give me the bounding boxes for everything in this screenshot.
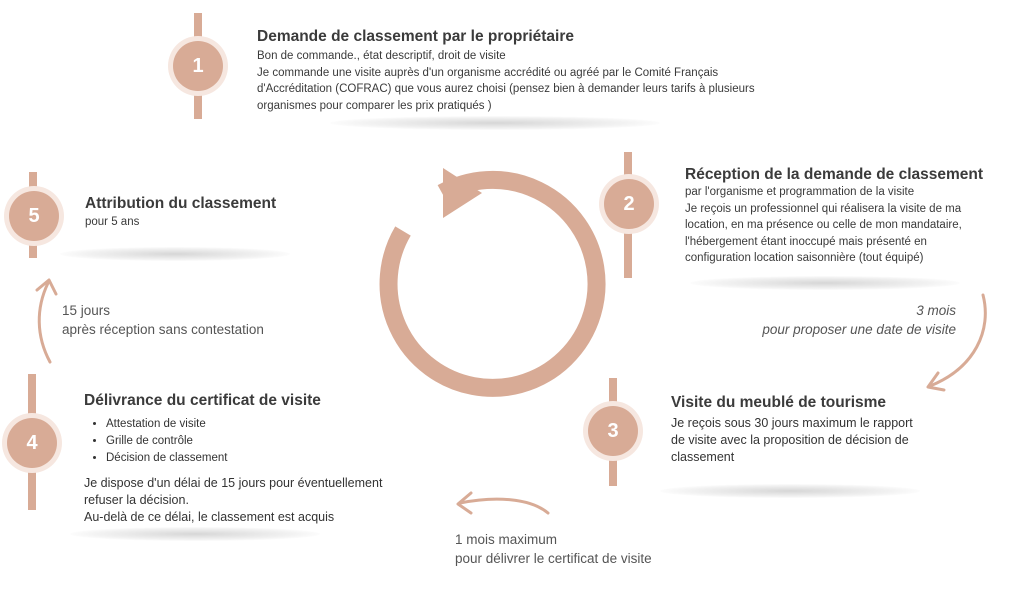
step-1-title: Demande de classement par le propriétaire (257, 28, 575, 45)
step-2-badge: 2 (604, 179, 654, 229)
step-3-shadow (660, 484, 920, 498)
list-item: • Grille de contrôle (106, 433, 227, 450)
step-5-badge: 5 (9, 191, 59, 241)
step-4-description: Je dispose d'un délai de 15 jours pour éventuellement refuser la décision. Au-delà de ce délai, le classement est acquis (84, 476, 383, 524)
step-1-shadow (330, 116, 660, 130)
step-2-shadow (690, 276, 960, 290)
step-1-description: Bon de commande., état descriptif, droit de visite Je commande une visite auprès d'un organisme accrédité ou agréé par le Comité Français d'Accréditation (COFRAC) que vous aurez choisi (pensez bien à demander leurs tarifs à plusieurs organismes pour comparer les prix pratiqués ) (257, 50, 755, 112)
step-2-title: Réception de la demande de classement (685, 166, 984, 183)
step-5-title: Attribution du classement (85, 195, 277, 212)
step-5-shadow (60, 247, 290, 261)
list-item: • Attestation de visite (106, 416, 227, 433)
transition-3-to-4-note: 1 mois maximum pour délivrer le certificat de visite (455, 532, 652, 566)
list-item: • Décision de classement (106, 450, 227, 467)
step-4-shadow (70, 527, 320, 541)
step-3-badge: 3 (588, 406, 638, 456)
arrow-4-to-5 (39, 283, 50, 362)
step-4-bullet-list (84, 416, 227, 467)
transition-4-to-5-note: 15 jours après réception sans contestation (62, 303, 264, 337)
step-2-description: par l'organisme et programmation de la visite Je reçois un professionnel qui réalisera la visite de ma location, en ma présence ou celle de mon mandataire, l'hébergement étant inoccupé mais présenté en configuration location saisonnière (tout équipé) (685, 186, 962, 264)
cycle-ring (389, 180, 597, 388)
transition-2-to-3-note: 3 mois pour proposer une date de visite (762, 303, 956, 337)
step-5-description: pour 5 ans (85, 216, 140, 228)
step-1-badge: 1 (173, 41, 223, 91)
step-3-title: Visite du meublé de tourisme (671, 394, 887, 411)
arrow-3-to-4 (460, 499, 548, 513)
step-4-badge: 4 (7, 418, 57, 468)
step-3-description: Je reçois sous 30 jours maximum le rapport de visite avec la proposition de décision de classement (671, 416, 913, 464)
step-4-title: Délivrance du certificat de visite (84, 392, 321, 409)
